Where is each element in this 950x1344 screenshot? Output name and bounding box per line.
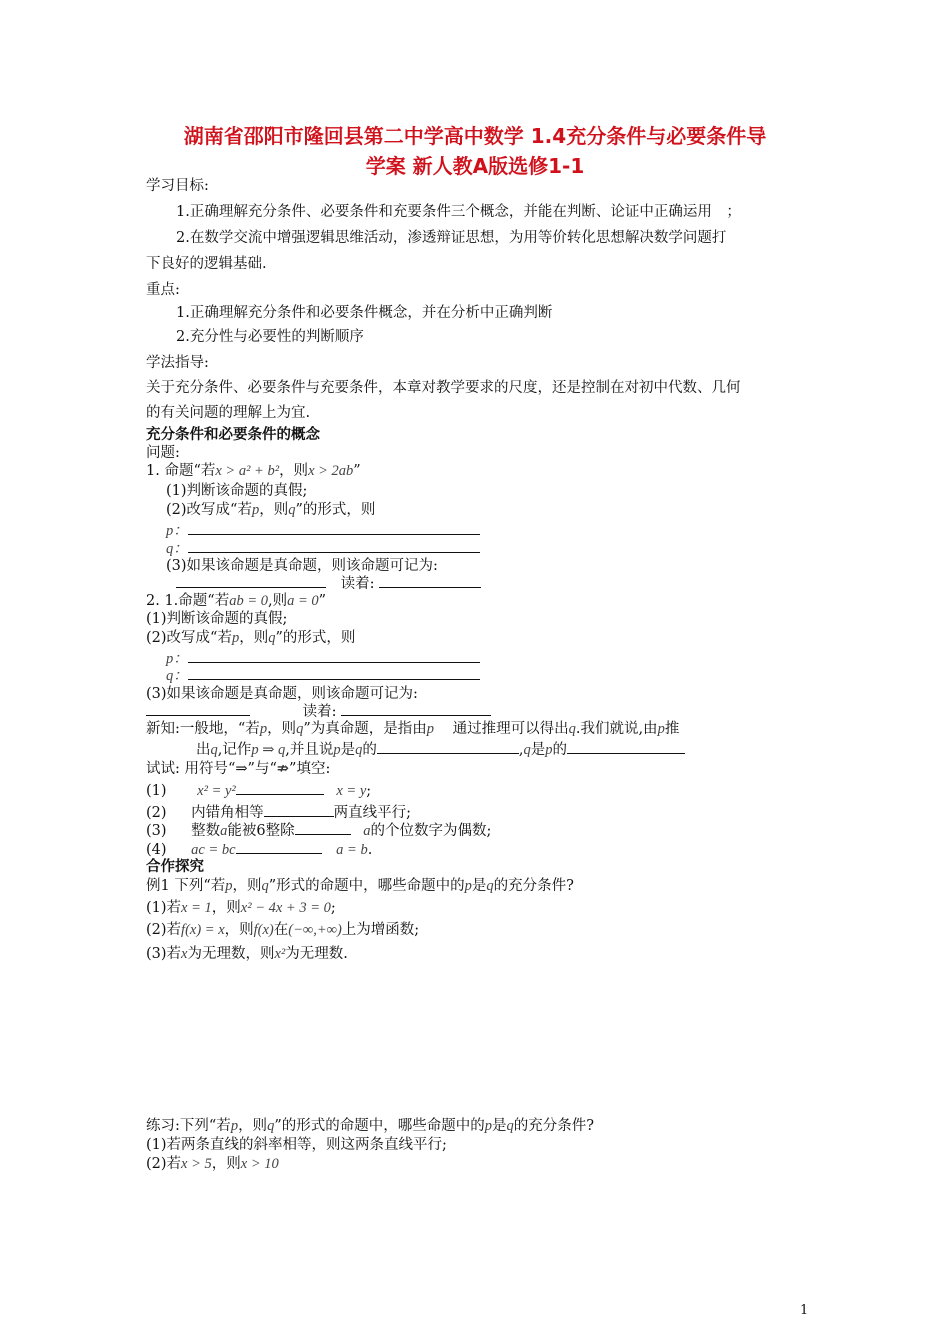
try-blank-1[interactable] bbox=[236, 780, 324, 795]
q2-sub-1: (1)判断该命题的真假; bbox=[146, 611, 288, 627]
practice-item-1: (1)若两条直线的斜率相等，则这两条直线平行; bbox=[146, 1137, 447, 1153]
method-line-1: 关于充分条件、必要条件与充要条件，本章对教学要求的尺度，还是控制在对初中代数、几何 bbox=[146, 380, 741, 396]
q1-statement: 1. 命题“若x > a² + b²，则x > 2ab” bbox=[146, 463, 361, 479]
try-blank-3[interactable] bbox=[295, 820, 351, 835]
page-number: 1 bbox=[800, 1303, 809, 1318]
newknow-blank-1[interactable] bbox=[377, 739, 519, 754]
q1-sub-2: (2)改写成“若p，则q”的形式，则 bbox=[166, 502, 376, 518]
not-implies-symbol: ⇏ bbox=[276, 760, 290, 777]
key-item-1: 1.正确理解充分条件和必要条件概念，并在分析中正确判断 bbox=[176, 305, 553, 321]
try-item-1: (1) x² = y² x = y; bbox=[146, 780, 371, 801]
doc-title-line1: 湖南省邵阳市隆回县第二中学高中数学 1.4充分条件与必要条件导 bbox=[183, 124, 767, 148]
try-blank-2[interactable] bbox=[264, 802, 334, 817]
key-item-2: 2.充分性与必要性的判断顺序 bbox=[176, 329, 364, 345]
q1-q-row: q： bbox=[166, 538, 480, 559]
coop-heading: 合作探究 bbox=[146, 859, 204, 875]
example-item-1: (1)若x = 1，则x² − 4x + 3 = 0; bbox=[146, 900, 336, 916]
goal-item-2b: 下良好的逻辑基础. bbox=[146, 256, 267, 272]
q2-sub-2: (2)改写成“若p，则q”的形式，则 bbox=[146, 630, 356, 646]
q2-record-blank[interactable] bbox=[146, 701, 250, 716]
q1-record-blank[interactable] bbox=[176, 573, 326, 588]
example-1: 例1 下列“若p，则q”形式的命题中，哪些命题中的p是q的充分条件? bbox=[146, 878, 574, 894]
q2-q-row: q： bbox=[166, 665, 480, 686]
q1-sub-1: (1)判断该命题的真假; bbox=[166, 483, 308, 499]
goal-item-1: 1.正确理解充分条件、必要条件和充要条件三个概念，并能在判断、论证中正确运用 ； bbox=[176, 204, 741, 220]
method-line-2: 的有关问题的理解上为宜. bbox=[146, 405, 311, 421]
goals-heading: 学习目标: bbox=[146, 178, 209, 194]
example-item-2: (2)若f(x) = x，则f(x)在(−∞,+∞)上为增函数; bbox=[146, 922, 420, 938]
q1-record-row: 读着: bbox=[176, 573, 481, 594]
try-item-4: (4) ac = bc a = b. bbox=[146, 839, 372, 860]
try-intro: 试试: 用符号“⇒”与“⇏”填空: bbox=[146, 760, 331, 777]
goal-item-2a: 2.在数学交流中增强逻辑思维活动，渗透辩证思想，为用等价转化思想解决数学问题打 bbox=[176, 230, 727, 246]
newknow-line-1: 新知:一般地，“若p，则q”为真命题，是指由p 通过推理可以得出q.我们就说,由p推 bbox=[146, 721, 680, 737]
newknow-blank-2[interactable] bbox=[567, 739, 685, 754]
q2-q-blank[interactable] bbox=[188, 665, 480, 680]
practice-item-2: (2)若x > 5，则x > 10 bbox=[146, 1156, 279, 1172]
q2-read-blank[interactable] bbox=[341, 701, 491, 716]
q2-record-row: 读着: bbox=[146, 701, 491, 722]
key-heading: 重点: bbox=[146, 282, 180, 298]
example-item-3: (3)若x为无理数，则x²为无理数. bbox=[146, 946, 348, 962]
q1-q-blank[interactable] bbox=[188, 538, 480, 553]
q2-statement: 2. 1.命题“若ab = 0,则a = 0” bbox=[146, 593, 327, 609]
method-heading: 学法指导: bbox=[146, 355, 209, 371]
concept-heading: 充分条件和必要条件的概念 bbox=[146, 427, 320, 443]
question-label: 问题: bbox=[146, 445, 180, 461]
try-blank-4[interactable] bbox=[236, 839, 322, 854]
q1-sub-3: (3)如果该命题是真命题，则该命题可记为: bbox=[166, 558, 438, 574]
try-item-3: (3) 整数a能被6整除 a的个位数字为偶数; bbox=[146, 820, 491, 841]
newknow-line-2: 出q,记作p ⇒ q,并且说p是q的 ,q是p的 bbox=[196, 739, 685, 760]
q2-p-blank[interactable] bbox=[188, 648, 480, 663]
q1-p-row: p： bbox=[166, 520, 480, 541]
doc-title-line2: 学案 新人教A版选修1-1 bbox=[365, 154, 585, 178]
q1-p-blank[interactable] bbox=[188, 520, 480, 535]
q1-read-blank[interactable] bbox=[379, 573, 481, 588]
q2-p-row: p： bbox=[166, 648, 480, 669]
practice-statement: 练习:下列“若p，则q”的形式的命题中，哪些命题中的p是q的充分条件? bbox=[146, 1118, 595, 1134]
q2-sub-3: (3)如果该命题是真命题，则该命题可记为: bbox=[146, 686, 418, 702]
try-item-2: (2) 内错角相等 两直线平行; bbox=[146, 802, 411, 823]
